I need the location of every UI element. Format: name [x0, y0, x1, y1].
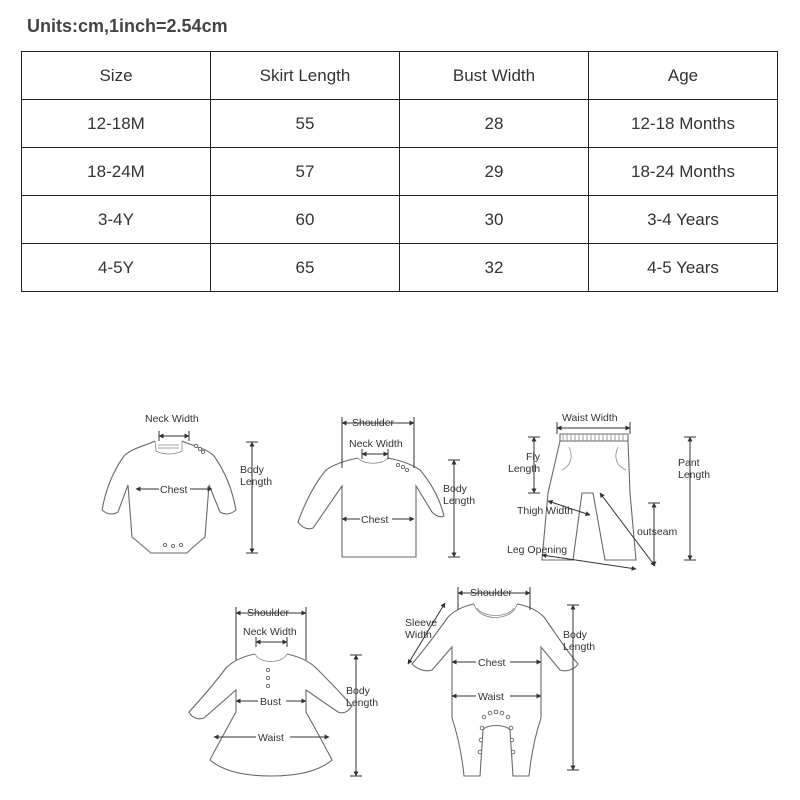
pants-fly-length-label-1: Fly [526, 451, 540, 463]
pants-diagram [507, 412, 710, 569]
table-row [22, 148, 778, 196]
header-size: Size [22, 52, 211, 100]
bodysuit-body-length-label-2: Length [240, 476, 273, 488]
cell-bust-width: 32 [400, 244, 589, 292]
table-row [22, 244, 778, 292]
pants-leg-opening-label: Leg Opening [507, 544, 568, 556]
cell-size: 12-18M [22, 100, 211, 148]
pants-pant-length-label-1: Pant [678, 457, 700, 469]
top-shoulder-label: Shoulder [352, 417, 395, 429]
cell-age: 4-5 Years [589, 244, 778, 292]
romper-sleeve-width-label-2: Width [405, 629, 432, 641]
measurement-diagrams [0, 400, 800, 800]
pants-waist-width-label: Waist Width [562, 412, 618, 424]
cell-skirt-length: 60 [211, 196, 400, 244]
top-body-length-label-2: Length [443, 495, 476, 507]
bodysuit-body-length-label-1: Body [240, 464, 264, 476]
pants-thigh-width-label: Thigh Width [517, 505, 574, 517]
header-age: Age [589, 52, 778, 100]
top-chest-label: Chest [361, 514, 389, 526]
romper-body-length-label-2: Length [563, 641, 596, 653]
table-header-row [22, 52, 778, 100]
dress-bust-label: Bust [260, 696, 282, 708]
dress-waist-label: Waist [258, 732, 284, 744]
bodysuit-neck-width-label: Neck Width [145, 413, 199, 425]
romper-sleeve-width-label-1: Sleeve [405, 617, 438, 629]
romper-shoulder-label: Shoulder [470, 587, 513, 599]
dress-shoulder-label: Shoulder [247, 607, 290, 619]
romper-chest-label: Chest [478, 657, 506, 669]
bodysuit-chest-label: Chest [160, 484, 188, 496]
pants-outseam-label: outseam [637, 526, 678, 538]
dress-neck-width-label: Neck Width [243, 626, 297, 638]
top-body-length-label-1: Body [443, 483, 467, 495]
table-row [22, 196, 778, 244]
cell-bust-width: 30 [400, 196, 589, 244]
header-bust-width: Bust Width [400, 52, 589, 100]
size-chart-table [21, 51, 778, 292]
dress-body-length-label-1: Body [346, 685, 370, 697]
cell-skirt-length: 55 [211, 100, 400, 148]
cell-age: 3-4 Years [589, 196, 778, 244]
pants-pant-length-label-2: Length [678, 469, 711, 481]
cell-bust-width: 29 [400, 148, 589, 196]
cell-bust-width: 28 [400, 100, 589, 148]
units-note: Units:cm,1inch=2.54cm [27, 16, 228, 36]
cell-skirt-length: 57 [211, 148, 400, 196]
pants-fly-length-label-2: Length [508, 463, 541, 475]
romper-waist-label: Waist [478, 691, 504, 703]
cell-age: 12-18 Months [589, 100, 778, 148]
top-neck-width-label: Neck Width [349, 438, 403, 450]
romper-diagram [405, 587, 595, 776]
header-skirt-length: Skirt Length [211, 52, 400, 100]
romper-body-length-label-1: Body [563, 629, 587, 641]
dress-body-length-label-2: Length [346, 697, 379, 709]
bodysuit-diagram [102, 413, 272, 553]
cell-size: 3-4Y [22, 196, 211, 244]
table-row [22, 100, 778, 148]
cell-age: 18-24 Months [589, 148, 778, 196]
cell-size: 4-5Y [22, 244, 211, 292]
top-diagram [298, 417, 475, 557]
cell-skirt-length: 65 [211, 244, 400, 292]
dress-diagram [189, 607, 378, 776]
cell-size: 18-24M [22, 148, 211, 196]
